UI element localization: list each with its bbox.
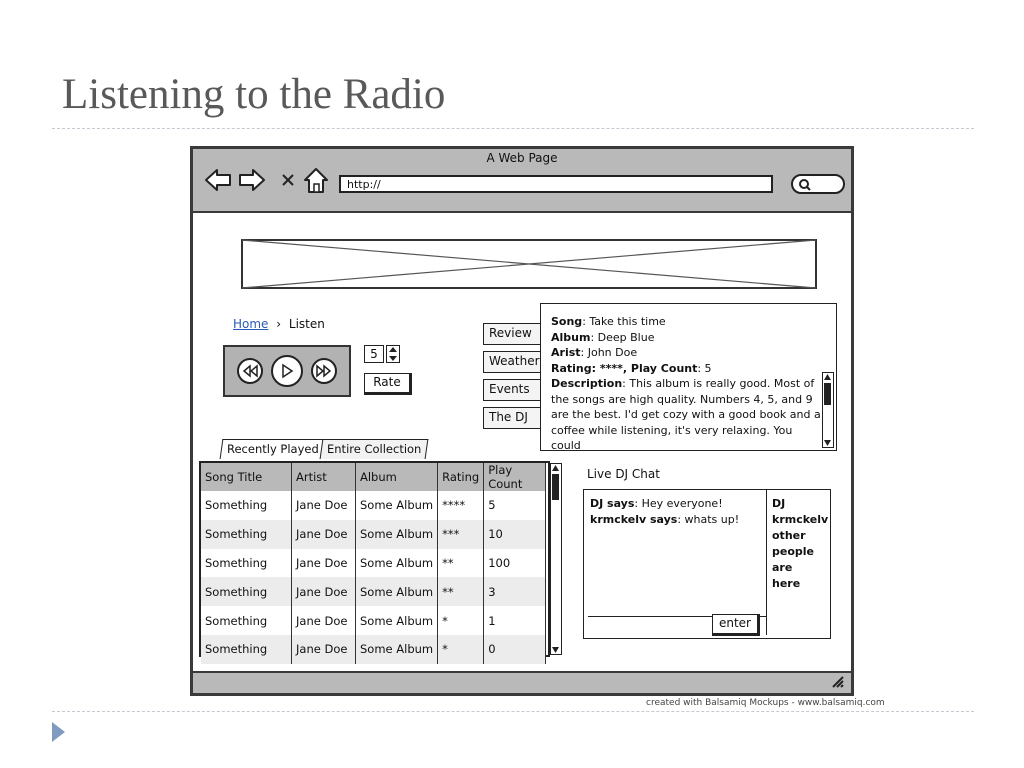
song-info-panel: [540, 303, 837, 451]
browser-window: [190, 146, 854, 696]
artist-value: : John Doe: [580, 346, 638, 359]
rating-stepper[interactable]: [364, 345, 402, 365]
play-button[interactable]: [271, 355, 303, 387]
cell-artist: Jane Doe: [292, 491, 356, 520]
song-label: Song: [551, 315, 583, 328]
artist-label: Arist: [551, 346, 581, 359]
stepper-arrows-icon[interactable]: [386, 345, 400, 363]
cell-rating: **: [438, 577, 484, 606]
rating-stepper-value[interactable]: 5: [364, 345, 384, 363]
chat-user-list: [772, 496, 828, 592]
column-header-play-count[interactable]: Play Count: [484, 463, 546, 491]
chat-title: Live DJ Chat: [587, 467, 660, 481]
resize-grip-icon[interactable]: [831, 675, 845, 689]
browser-status-bar: [193, 671, 851, 693]
scroll-down-icon[interactable]: [823, 439, 832, 447]
close-x-icon[interactable]: [273, 165, 303, 195]
breadcrumb-home-link[interactable]: Home: [233, 317, 269, 331]
cell-rating: *: [438, 635, 484, 664]
chat-enter-button[interactable]: enter: [712, 614, 760, 636]
cell-album: Some Album: [356, 635, 438, 664]
play-icon: [279, 363, 295, 379]
cell-album: Some Album: [356, 491, 438, 520]
album-value: : Deep Blue: [590, 330, 655, 344]
slide-title: Listening to the Radio: [62, 71, 446, 118]
back-arrow-icon[interactable]: [203, 165, 233, 195]
table-row[interactable]: [201, 635, 546, 664]
table-row[interactable]: [201, 577, 546, 606]
play-count-value: : 5: [697, 361, 712, 375]
cell-rating: **: [438, 549, 484, 578]
scroll-up-icon[interactable]: [823, 373, 832, 381]
search-icon: [798, 178, 812, 192]
cell-play-count: 0: [484, 635, 546, 664]
cell-album: Some Album: [356, 577, 438, 606]
cell-play-count: 100: [484, 549, 546, 578]
song-info-text: [551, 314, 821, 452]
chat-user-divider: [766, 490, 767, 635]
chat-user[interactable]: DJ: [772, 497, 786, 510]
table-row[interactable]: [201, 520, 546, 549]
tab-weather[interactable]: Weather: [483, 351, 541, 373]
chat-user[interactable]: people: [772, 545, 814, 558]
info-scrollbar[interactable]: [822, 372, 834, 448]
cell-song-title: Something: [201, 577, 292, 606]
scroll-down-icon[interactable]: [551, 646, 560, 654]
rate-button[interactable]: Rate: [364, 373, 412, 395]
credit-text: created with Balsamiq Mockups - www.balsamiq.com: [646, 698, 885, 708]
cell-play-count: 1: [484, 606, 546, 635]
chat-user[interactable]: krmckelv: [772, 513, 829, 526]
song-value: : Take this time: [582, 315, 666, 328]
cell-album: Some Album: [356, 520, 438, 549]
home-icon[interactable]: [301, 165, 331, 195]
url-field[interactable]: http://: [339, 175, 773, 193]
cell-artist: Jane Doe: [292, 577, 356, 606]
banner-image-placeholder: [241, 239, 817, 289]
search-field[interactable]: [791, 174, 845, 194]
cell-artist: Jane Doe: [292, 635, 356, 664]
table-scrollbar[interactable]: [550, 463, 562, 655]
chat-message: [590, 512, 760, 528]
table-scroll-thumb[interactable]: [552, 474, 559, 500]
breadcrumb-current: Listen: [288, 317, 325, 331]
album-label: Album: [551, 330, 591, 344]
cell-song-title: Something: [201, 635, 292, 664]
table-row[interactable]: [201, 606, 546, 635]
chat-message-user: DJ says: [590, 497, 635, 510]
cell-artist: Jane Doe: [292, 520, 356, 549]
tab-entire-collection-label: Entire Collection: [327, 442, 422, 456]
browser-toolbar: [193, 149, 851, 213]
tab-review[interactable]: Review: [483, 323, 541, 345]
chat-user[interactable]: other: [772, 529, 806, 542]
window-caption: A Web Page: [486, 151, 558, 165]
chat-message-text: : whats up!: [677, 513, 740, 526]
chat-user[interactable]: are: [772, 561, 793, 574]
slide-bullet-arrow-icon: [52, 722, 65, 742]
rewind-icon: [242, 364, 258, 378]
cell-song-title: Something: [201, 520, 292, 549]
chat-message: [590, 496, 760, 512]
cell-song-title: Something: [201, 491, 292, 520]
table-row[interactable]: [201, 491, 546, 520]
play-count-label: Play Count: [630, 361, 698, 375]
chat-panel: [583, 489, 831, 639]
cell-play-count: 10: [484, 520, 546, 549]
column-header-artist[interactable]: Artist: [292, 463, 356, 491]
tab-the-dj[interactable]: The DJ: [483, 407, 541, 429]
cell-artist: Jane Doe: [292, 549, 356, 578]
tab-events[interactable]: Events: [483, 379, 541, 401]
rating-label: Rating: [551, 361, 592, 375]
cell-album: Some Album: [356, 549, 438, 578]
description-label: Description: [551, 377, 623, 390]
chat-message-user: krmckelv says: [590, 513, 678, 526]
forward-arrow-icon[interactable]: [237, 165, 267, 195]
chat-message-text: : Hey everyone!: [634, 497, 723, 510]
scroll-up-icon[interactable]: [551, 464, 560, 472]
table-row[interactable]: [201, 549, 546, 578]
cell-song-title: Something: [201, 549, 292, 578]
cell-rating: ***: [438, 520, 484, 549]
cell-rating: ****: [438, 491, 484, 520]
media-player: [223, 345, 351, 397]
info-scroll-thumb[interactable]: [824, 383, 831, 405]
rewind-button[interactable]: [237, 358, 263, 384]
cell-rating: *: [438, 606, 484, 635]
songs-table: [199, 461, 550, 657]
cell-artist: Jane Doe: [292, 606, 356, 635]
breadcrumb-separator: ›: [276, 317, 282, 331]
cell-album: Some Album: [356, 606, 438, 635]
fast-forward-button[interactable]: [311, 358, 337, 384]
cell-play-count: 3: [484, 577, 546, 606]
fast-forward-icon: [316, 364, 332, 378]
tab-entire-collection[interactable]: [320, 439, 429, 459]
column-header-album[interactable]: Album: [356, 463, 438, 491]
top-divider: [52, 128, 974, 129]
cell-play-count: 5: [484, 491, 546, 520]
chat-log: [590, 496, 760, 528]
chat-user[interactable]: here: [772, 577, 801, 590]
bottom-divider: [52, 711, 974, 712]
tab-recently-played[interactable]: [220, 439, 327, 459]
cell-song-title: Something: [201, 606, 292, 635]
column-header-rating[interactable]: Rating: [438, 463, 484, 491]
rating-value: : ****,: [591, 361, 631, 375]
description-value: : This album is really good. Most of the songs are high quality. Numbers 4, 5, and 9 are the best. I'd get cozy with a good book and a coffee while listening, it's very relaxing. You could: [551, 377, 821, 452]
tab-recently-played-label: Recently Played: [227, 442, 319, 456]
column-header-song-title[interactable]: Song Title: [201, 463, 292, 491]
breadcrumb: [233, 317, 325, 331]
